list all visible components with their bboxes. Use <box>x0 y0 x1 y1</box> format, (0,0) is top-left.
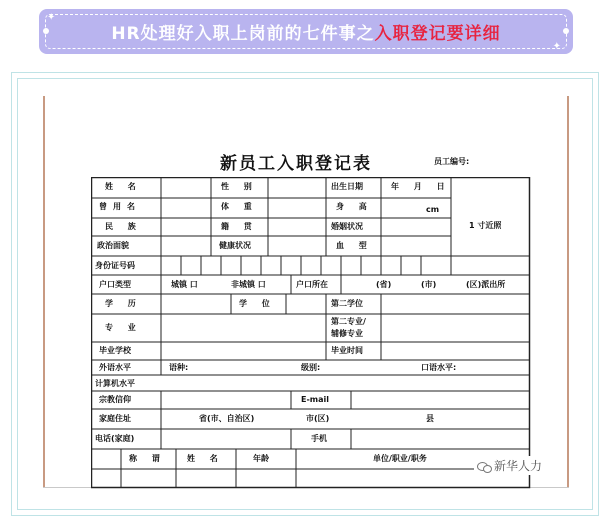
label-native-place: 籍 贯 <box>221 222 258 231</box>
label-political-status: 政治面貌 <box>97 241 129 250</box>
label-major: 专 业 <box>105 323 142 332</box>
label-employer-job: 单位/职业/职务 <box>373 454 427 463</box>
option-non-urban: 非城镇 口 <box>231 280 266 289</box>
label-age: 年龄 <box>253 454 269 463</box>
paper-edge-right <box>567 96 569 488</box>
employee-number-label: 员工编号: <box>434 157 470 166</box>
label-education: 学 历 <box>105 299 142 308</box>
label-name: 姓 名 <box>105 182 142 191</box>
paper-edge-left <box>43 96 45 488</box>
label-foreign-language: 外语水平 <box>99 363 131 372</box>
wechat-icon <box>477 461 491 471</box>
label-oral-level: 口语水平: <box>421 363 457 372</box>
banner-dot-right <box>563 28 569 34</box>
label-height: 身 高 <box>336 202 373 211</box>
option-urban: 城镇 口 <box>171 280 198 289</box>
label-former-name: 曾用名 <box>99 202 141 211</box>
label-relation: 称 谓 <box>129 454 166 463</box>
label-second-degree: 第二学位 <box>331 299 363 308</box>
label-mobile: 手机 <box>311 434 327 443</box>
label-computer-level: 计算机水平 <box>95 379 135 388</box>
banner-title-red: 入职登记要详细 <box>374 24 501 44</box>
label-second-major: 第二专业/ <box>331 317 366 326</box>
label-religion: 宗教信仰 <box>99 395 131 404</box>
watermark-text: 新华人力 <box>494 459 543 473</box>
label-home-phone: 电话(家庭) <box>95 434 135 443</box>
sparkle-icon: ✦ <box>552 41 561 52</box>
label-hukou-location: 户口所在 <box>296 280 328 289</box>
label-language-level: 级别: <box>301 363 321 372</box>
label-gender: 性 别 <box>221 182 258 191</box>
label-minor: 辅修专业 <box>331 329 363 338</box>
label-graduation-school: 毕业学校 <box>99 346 131 355</box>
label-family-name: 姓 名 <box>187 454 224 463</box>
address-province: 省(市、自治区) <box>199 414 255 423</box>
banner-title-white: HR处理好入职上岗前的七件事之 <box>111 24 375 44</box>
label-marital-status: 婚姻状况 <box>331 222 363 231</box>
label-email: E-mail <box>301 395 330 404</box>
hukou-district-police: (区)派出所 <box>466 280 506 289</box>
photo-placeholder: 1 寸近照 <box>469 221 502 230</box>
label-weight: 体 重 <box>221 202 258 211</box>
hukou-city: (市) <box>421 280 437 289</box>
banner-dot-left <box>43 28 49 34</box>
label-birthdate: 出生日期 <box>331 182 363 191</box>
birthdate-format: 年 月 日 <box>391 182 451 191</box>
label-blood-type: 血 型 <box>336 241 373 250</box>
registration-table <box>91 177 531 489</box>
watermark <box>474 456 545 475</box>
label-language-type: 语种: <box>169 363 189 372</box>
height-unit: cm <box>426 205 440 214</box>
header-banner <box>39 9 573 54</box>
address-county: 县 <box>426 414 434 423</box>
label-id-number: 身份证号码 <box>95 261 135 270</box>
label-health-status: 健康状况 <box>219 241 251 250</box>
form-title: 新员工入职登记表 <box>220 154 372 174</box>
hukou-province: (省) <box>376 280 392 289</box>
address-city: 市(区) <box>306 414 330 423</box>
label-degree: 学 位 <box>239 299 276 308</box>
label-graduation-time: 毕业时间 <box>331 346 363 355</box>
label-ethnicity: 民 族 <box>105 222 142 231</box>
banner-inner <box>45 14 567 49</box>
label-home-address: 家庭住址 <box>99 414 131 423</box>
sparkle-icon: ✦ <box>47 12 56 23</box>
label-hukou-type: 户口类型 <box>99 280 131 289</box>
